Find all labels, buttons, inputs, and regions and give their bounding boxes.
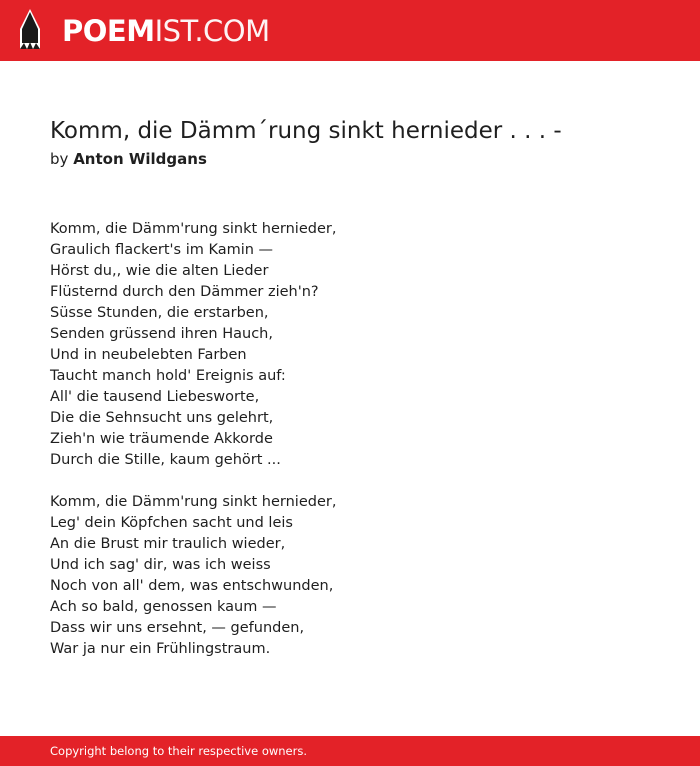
poem-line: Komm, die Dämm'rung sinkt hernieder, [50, 494, 337, 510]
poem-body [50, 219, 650, 681]
poem-line: War ja nur ein Frühlingstraum. [50, 641, 271, 657]
copyright-text: Copyright belong to their respective owners. [50, 744, 308, 758]
byline-prefix: by [50, 150, 69, 168]
poem-line: Durch die Stille, kaum gehört ... [50, 452, 281, 468]
poem-line: Flüsternd durch den Dämmer zieh'n? [50, 284, 319, 300]
poem-line: Leg' dein Köpfchen sacht und leis [50, 515, 293, 531]
stanza-2 [50, 492, 650, 660]
poem-line: Noch von all' dem, was entschwunden, [50, 578, 334, 594]
site-logo[interactable] [62, 12, 270, 50]
poem-line: Süsse Stunden, die erstarben, [50, 305, 269, 321]
poem-line: Hörst du,, wie die alten Lieder [50, 263, 269, 279]
poem-line: Graulich flackert's im Kamin — [50, 242, 274, 258]
pen-nib-icon[interactable] [18, 9, 42, 51]
poem-line: Komm, die Dämm'rung sinkt hernieder, [50, 221, 337, 237]
poem-title: Komm, die Dämm´rung sinkt hernieder . . . - [50, 118, 562, 144]
poem-line: Ach so bald, genossen kaum — [50, 599, 277, 615]
stanza-1 [50, 219, 650, 471]
byline [50, 148, 207, 170]
poem-line: Dass wir uns ersehnt, — gefunden, [50, 620, 305, 636]
poem-line: All' die tausend Liebesworte, [50, 389, 260, 405]
author-name: Anton Wildgans [73, 150, 207, 168]
logo-bold-text: POEM [62, 14, 155, 48]
site-header [0, 0, 700, 61]
poem-line: Und in neubelebten Farben [50, 347, 247, 363]
poem-line: Taucht manch hold' Ereignis auf: [50, 368, 286, 384]
poem-line: Und ich sag' dir, was ich weiss [50, 557, 271, 573]
poem-line: Die die Sehnsucht uns gelehrt, [50, 410, 274, 426]
logo-light-text: IST.COM [154, 14, 270, 48]
poem-line: Senden grüssend ihren Hauch, [50, 326, 273, 342]
site-footer [0, 736, 700, 766]
poem-line: An die Brust mir traulich wieder, [50, 536, 286, 552]
poem-line: Zieh'n wie träumende Akkorde [50, 431, 273, 447]
